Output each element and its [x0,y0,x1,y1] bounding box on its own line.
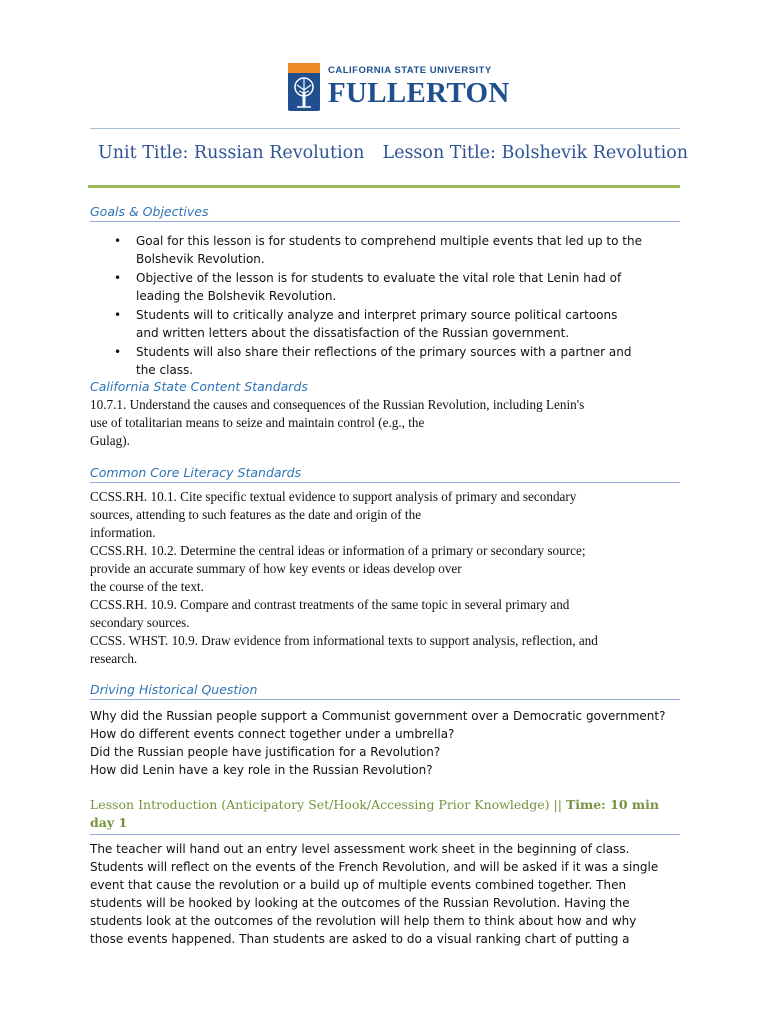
logo-university-name: CALIFORNIA STATE UNIVERSITY [328,65,492,77]
unit-title: Unit Title: Russian Revolution [98,143,365,163]
driving-question-text: Why did the Russian people support a Communist government over a Democratic government? How do different events connect together under a umbrella? Did the Russian people have justification for a Revolution? How did Lenin have a key role in the Russian Revolution? [90,709,666,777]
common-core-text: CCSS.RH. 10.1. Cite specific textual evidence to support analysis of primary and secondary sources, attending to such features as the date and origin of the information. CCSS.RH. 10.2. Determine the central ideas or information of a primary or secondary source; provide an accurate summary of how key events or ideas develop over the course of the text. CCSS.RH. 10.9. Compare and contrast treatments of the same topic in several primary and secondary sources. CCSS. WHST. 10.9. Draw evidence from informational texts to support analysis, reflection, and research. [90,489,598,666]
state-standards-heading: California State Content Standards [90,379,308,394]
introduction-heading: Lesson Introduction (Anticipatory Set/Hook/Accessing Prior Knowledge) || Time: 10 min day 1 [90,796,680,835]
header-divider [90,128,680,129]
document-title [98,143,688,163]
lesson-title: Lesson Title: Bolshevik Revolution [382,143,689,163]
title-divider [88,185,680,188]
tree-icon [288,63,320,111]
list-item: • Students will to critically analyze and interpret primary source political cartoons and written letters about the dissatisfaction of the Russian government. [90,306,680,342]
logo-campus-name: FULLERTON [328,76,510,109]
list-item: • Objective of the lesson is for students to evaluate the vital role that Lenin had of leading the Bolshevik Revolution. [90,269,680,305]
list-item: • Goal for this lesson is for students to comprehend multiple events that led up to the Bolshevik Revolution. [90,232,680,268]
list-item: • Students will also share their reflections of the primary sources with a partner and the class. [90,343,680,379]
goals-heading: Goals & Objectives [90,204,680,222]
state-standards-text: 10.7.1. Understand the causes and consequences of the Russian Revolution, including Lenin's use of totalitarian means to seize and maintain control (e.g., the Gulag). [90,397,585,448]
driving-question-heading: Driving Historical Question [90,682,680,700]
introduction-text: The teacher will hand out an entry level assessment work sheet in the beginning of class. Students will reflect on the events of the French Revolution, and will be asked if it was a single event that cause the revolution or a build up of multiple events combined together. Then students will be hooked by looking at the outcomes of the Russian Revolution. Having the students look at the outcomes of the revolution will help them to think about how and why those events happened. Than students are asked to do a visual ranking chart of putting a [90,842,659,946]
university-logo [288,62,510,112]
goals-list [90,232,680,380]
common-core-heading: Common Core Literacy Standards [90,465,680,483]
